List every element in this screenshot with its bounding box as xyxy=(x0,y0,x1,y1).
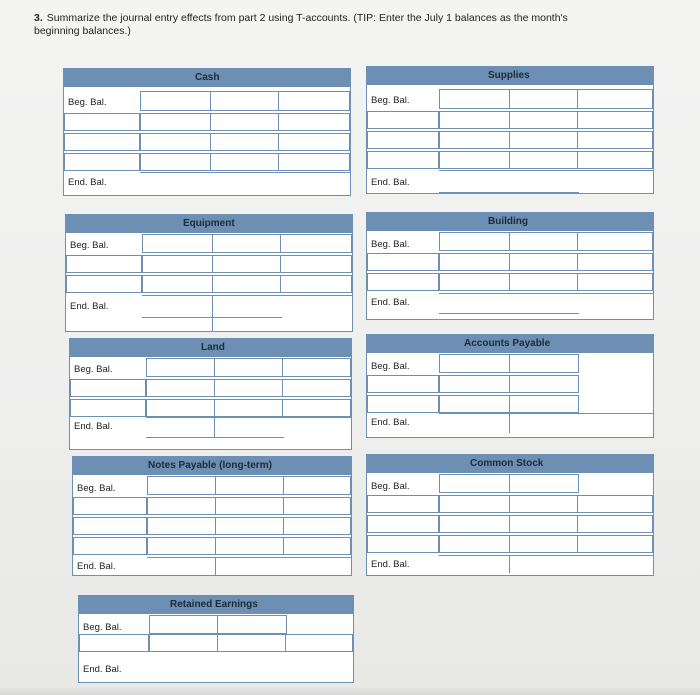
t-account-body xyxy=(366,473,654,576)
debit-cell-beg[interactable] xyxy=(439,474,511,493)
credit-ref-cell[interactable] xyxy=(509,515,579,533)
entry-ref-cell[interactable] xyxy=(367,273,439,291)
debit-cell[interactable] xyxy=(142,275,214,293)
credit-cell[interactable] xyxy=(283,517,351,535)
beg-bal-label: Beg. Bal. xyxy=(83,622,122,633)
credit-cell[interactable] xyxy=(283,537,351,555)
credit-ref-cell[interactable] xyxy=(509,535,579,553)
question-instructions xyxy=(34,12,594,38)
credit-cell[interactable] xyxy=(278,153,350,171)
end-bal-rule xyxy=(439,192,579,193)
credit-ref-cell[interactable] xyxy=(509,273,579,291)
debit-cell[interactable] xyxy=(140,133,212,151)
debit-cell[interactable] xyxy=(146,379,216,397)
beg-bal-label: Beg. Bal. xyxy=(371,239,410,250)
end-bal-label: End. Bal. xyxy=(371,417,410,428)
end-bal-rule xyxy=(146,437,284,438)
credit-cell-beg[interactable] xyxy=(577,89,653,109)
entry-ref-cell[interactable] xyxy=(367,111,439,129)
t-account-body xyxy=(65,233,353,332)
credit-cell[interactable] xyxy=(282,399,351,417)
beg-bal-label: Beg. Bal. xyxy=(68,97,107,108)
debit-cell-beg[interactable] xyxy=(439,232,511,251)
entry-ref-cell[interactable] xyxy=(70,399,146,417)
credit-cell[interactable] xyxy=(577,151,653,169)
t-account-body xyxy=(63,87,351,196)
entry-ref-cell[interactable] xyxy=(367,535,439,553)
debit-cell[interactable] xyxy=(439,535,511,553)
total-rule xyxy=(439,170,653,171)
t-account-retained-earnings xyxy=(78,595,354,683)
debit-cell[interactable] xyxy=(439,131,511,149)
credit-ref-cell[interactable] xyxy=(214,399,284,417)
end-bal-label: End. Bal. xyxy=(371,559,410,570)
entry-ref-cell[interactable] xyxy=(64,133,140,151)
debit-cell-beg-2[interactable] xyxy=(217,615,287,634)
debit-cell-beg-2[interactable] xyxy=(214,358,284,377)
t-account-common-stock xyxy=(366,454,654,576)
entry-ref-cell[interactable] xyxy=(64,113,140,131)
credit-ref-cell[interactable] xyxy=(509,253,579,271)
debit-cell-beg[interactable] xyxy=(146,358,216,377)
credit-cell[interactable] xyxy=(577,495,653,513)
end-bal-cell[interactable] xyxy=(140,175,280,193)
t-account-title: Accounts Payable xyxy=(366,334,654,353)
t-account-title: Notes Payable (long-term) xyxy=(72,456,352,475)
credit-cell[interactable] xyxy=(577,515,653,533)
total-rule xyxy=(146,417,351,418)
credit-ref-cell[interactable] xyxy=(215,497,285,515)
entry-ref-cell[interactable] xyxy=(367,131,439,149)
credit-cell[interactable] xyxy=(577,111,653,129)
credit-cell-beg[interactable] xyxy=(283,476,351,495)
total-rule xyxy=(439,555,653,556)
beg-bal-label: Beg. Bal. xyxy=(371,95,410,106)
debit-cell-beg-2[interactable] xyxy=(509,354,579,373)
beg-bal-label: Beg. Bal. xyxy=(371,481,410,492)
t-account-notes-payable xyxy=(72,456,352,576)
end-bal-rule xyxy=(439,313,579,314)
t-account-cash xyxy=(63,68,351,196)
debit-cell[interactable] xyxy=(439,253,511,271)
t-account-title: Equipment xyxy=(65,214,353,233)
credit-ref-cell[interactable] xyxy=(210,133,280,151)
debit-cell[interactable] xyxy=(439,151,511,169)
t-account-body xyxy=(366,353,654,438)
question-text: Summarize the journal entry effects from part 2 using T-accounts. (TIP: Enter the July 1 balances as the month's beginning balances.) xyxy=(34,12,568,37)
t-divider xyxy=(509,555,510,573)
entry-ref-cell[interactable] xyxy=(64,153,140,171)
t-divider xyxy=(215,557,216,575)
entry-ref-cell[interactable] xyxy=(73,537,147,555)
t-account-body xyxy=(78,614,354,683)
debit-cell-beg-2[interactable] xyxy=(509,474,579,493)
credit-ref-cell[interactable] xyxy=(509,151,579,169)
t-account-equipment xyxy=(65,214,353,332)
end-bal-label: End. Bal. xyxy=(68,177,107,188)
end-bal-label: End. Bal. xyxy=(371,297,410,308)
end-bal-label: End. Bal. xyxy=(371,177,410,188)
t-account-title: Retained Earnings xyxy=(78,595,354,614)
debit-cell-beg-2[interactable] xyxy=(212,234,282,253)
debit-cell[interactable] xyxy=(439,515,511,533)
t-account-title: Supplies xyxy=(366,66,654,85)
credit-cell[interactable] xyxy=(280,255,352,273)
credit-cell[interactable] xyxy=(285,634,353,652)
debit-cell-beg[interactable] xyxy=(149,615,219,634)
debit-cell[interactable] xyxy=(439,375,511,393)
entry-ref-cell[interactable] xyxy=(73,497,147,515)
t-divider xyxy=(214,417,215,437)
debit-cell[interactable] xyxy=(140,153,212,171)
end-bal-label: End. Bal. xyxy=(70,301,109,312)
debit-cell-beg[interactable] xyxy=(439,354,511,373)
t-account-body xyxy=(366,231,654,320)
total-rule xyxy=(142,295,352,296)
credit-ref-cell[interactable] xyxy=(214,379,284,397)
debit-cell-beg[interactable] xyxy=(439,89,511,109)
end-bal-label: End. Bal. xyxy=(77,561,116,572)
credit-ref-cell[interactable] xyxy=(210,113,280,131)
credit-ref-cell[interactable] xyxy=(215,517,285,535)
credit-cell[interactable] xyxy=(577,535,653,553)
beg-bal-label: Beg. Bal. xyxy=(70,240,109,251)
end-bal-rule xyxy=(142,317,282,318)
credit-ref-cell[interactable] xyxy=(509,111,579,129)
entry-ref-cell[interactable] xyxy=(66,255,142,273)
credit-cell[interactable] xyxy=(278,113,350,131)
credit-ref-cell[interactable] xyxy=(509,131,579,149)
debit-cell-beg-2[interactable] xyxy=(210,91,280,111)
debit-cell[interactable] xyxy=(439,111,511,129)
credit-cell[interactable] xyxy=(280,275,352,293)
entry-ref-cell[interactable] xyxy=(367,395,439,413)
end-bal-label: End. Bal. xyxy=(74,421,113,432)
debit-cell-beg-2[interactable] xyxy=(509,232,579,251)
debit-cell[interactable] xyxy=(140,113,212,131)
debit-cell[interactable] xyxy=(147,537,217,555)
debit-cell[interactable] xyxy=(146,399,216,417)
end-bal-label: End. Bal. xyxy=(83,664,122,675)
credit-cell-beg[interactable] xyxy=(280,234,352,253)
debit-cell-beg[interactable] xyxy=(140,91,212,111)
credit-ref-cell[interactable] xyxy=(215,537,285,555)
credit-ref-cell[interactable] xyxy=(212,255,282,273)
debit-cell[interactable] xyxy=(439,495,511,513)
entry-ref-cell[interactable] xyxy=(79,634,149,652)
credit-cell-beg[interactable] xyxy=(577,232,653,251)
t-divider xyxy=(212,295,213,331)
t-account-title: Cash xyxy=(63,68,351,87)
credit-cell-beg[interactable] xyxy=(282,358,351,377)
entry-ref-cell[interactable] xyxy=(367,253,439,271)
t-account-body xyxy=(69,357,352,450)
entry-ref-cell[interactable] xyxy=(367,495,439,513)
beg-bal-label: Beg. Bal. xyxy=(77,483,116,494)
entry-ref-cell[interactable] xyxy=(367,375,439,393)
debit-cell[interactable] xyxy=(147,517,217,535)
debit-cell[interactable] xyxy=(142,255,214,273)
t-account-title: Building xyxy=(366,212,654,231)
debit-cell-beg-2[interactable] xyxy=(215,476,285,495)
total-rule xyxy=(439,413,653,414)
debit-cell[interactable] xyxy=(439,395,511,413)
entry-ref-cell[interactable] xyxy=(66,275,142,293)
entry-ref-cell[interactable] xyxy=(70,379,146,397)
total-rule xyxy=(140,172,350,173)
credit-ref-cell[interactable] xyxy=(217,634,287,652)
entry-ref-cell[interactable] xyxy=(367,515,439,533)
total-rule xyxy=(147,557,351,558)
debit-cell[interactable] xyxy=(439,273,511,291)
credit-cell-beg[interactable] xyxy=(278,91,350,111)
page-edge-shadow xyxy=(0,687,700,695)
t-account-title: Common Stock xyxy=(366,454,654,473)
credit-ref-cell[interactable] xyxy=(212,275,282,293)
debit-cell[interactable] xyxy=(149,634,219,652)
t-account-building xyxy=(366,212,654,320)
credit-ref-cell[interactable] xyxy=(509,495,579,513)
debit-cell-beg[interactable] xyxy=(147,476,217,495)
t-account-body xyxy=(72,475,352,576)
credit-ref-cell[interactable] xyxy=(210,153,280,171)
credit-cell[interactable] xyxy=(282,379,351,397)
credit-cell[interactable] xyxy=(577,253,653,271)
beg-bal-label: Beg. Bal. xyxy=(371,361,410,372)
t-account-supplies xyxy=(366,66,654,194)
debit-cell-beg[interactable] xyxy=(142,234,214,253)
credit-cell[interactable] xyxy=(283,497,351,515)
t-account-land xyxy=(69,338,352,450)
credit-cell[interactable] xyxy=(278,133,350,151)
credit-ref-cell[interactable] xyxy=(509,395,579,413)
credit-cell[interactable] xyxy=(577,273,653,291)
debit-cell-beg-2[interactable] xyxy=(509,89,579,109)
t-divider xyxy=(509,413,510,433)
total-rule xyxy=(439,293,653,294)
entry-ref-cell[interactable] xyxy=(73,517,147,535)
t-account-accounts-payable xyxy=(366,334,654,438)
t-account-body xyxy=(366,85,654,194)
entry-ref-cell[interactable] xyxy=(367,151,439,169)
credit-cell[interactable] xyxy=(577,131,653,149)
credit-ref-cell[interactable] xyxy=(509,375,579,393)
t-account-title: Land xyxy=(69,338,352,357)
question-number: 3. xyxy=(34,12,43,24)
beg-bal-label: Beg. Bal. xyxy=(74,364,113,375)
debit-cell[interactable] xyxy=(147,497,217,515)
